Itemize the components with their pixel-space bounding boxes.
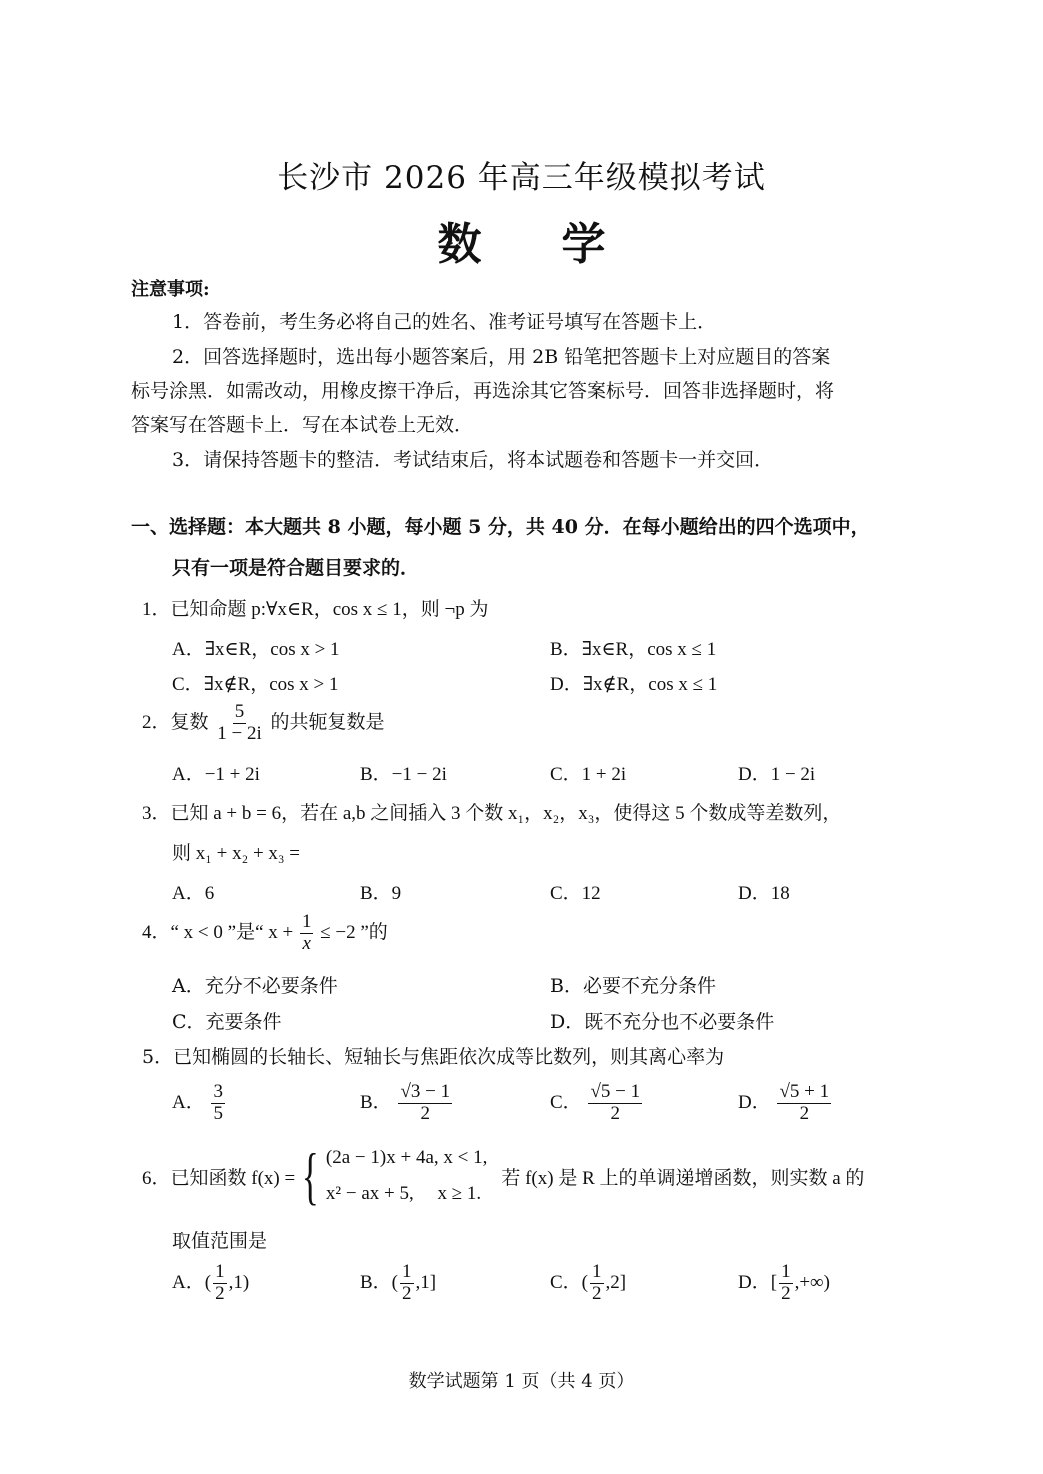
question-5-option-a-numerator: 3 — [213, 1081, 223, 1102]
question-6-option-d-denominator: 2 — [781, 1282, 791, 1304]
question-1-option-b: B．∃x∈R，cos x ≤ 1 — [550, 639, 717, 660]
question-4-option-b: B．必要不充分条件 — [550, 975, 716, 997]
question-5-option-c-denominator: 2 — [610, 1102, 621, 1124]
subject-title: 数学 — [437, 219, 686, 270]
page-footer: 数学试题第 1 页（共 4 页） — [408, 1371, 635, 1392]
question-1-option-c: C．∃x∉R，cos x > 1 — [172, 674, 339, 695]
question-3-option-b: B．9 — [360, 883, 402, 904]
question-6-option-a-numerator: 1 — [215, 1261, 225, 1282]
note-item-2-line-3: 答案写在答题卡上．写在本试卷上无效． — [131, 414, 474, 436]
question-6-option-a-label: A．( — [172, 1271, 212, 1293]
question-2-option-d: D．1 − 2i — [738, 764, 816, 785]
question-6-option-b-fraction — [400, 1262, 414, 1305]
question-6-case-1: (2a − 1)x + 4a, x < 1, — [325, 1147, 488, 1168]
question-5-option-a-label: A． — [172, 1091, 205, 1113]
note-item-3: 3．请保持答题卡的整洁．考试结束后，将本试题卷和答题卡一并交回． — [172, 449, 774, 471]
question-4-numerator: 1 — [301, 911, 312, 932]
question-5-option-c-fraction — [588, 1082, 642, 1125]
question-6-option-a — [172, 1262, 249, 1305]
question-4-fraction — [300, 912, 314, 955]
question-6-option-d-label: D．[ — [738, 1271, 778, 1293]
question-2-fraction — [215, 702, 264, 745]
question-2-prefix: 2．复数 — [142, 711, 209, 733]
question-5-option-b-fraction — [398, 1082, 452, 1125]
question-4-option-a: A．充分不必要条件 — [172, 975, 338, 997]
question-6-option-a-fraction — [213, 1262, 227, 1305]
question-5-option-a-denominator: 5 — [213, 1102, 223, 1124]
section-heading-line-2: 只有一项是符合题目要求的． — [172, 557, 420, 579]
left-brace-icon: { — [302, 1140, 320, 1211]
question-4-prefix: 4．“ x < 0 ”是“ x + — [142, 921, 294, 943]
question-1-option-d: D．∃x∉R，cos x ≤ 1 — [550, 674, 718, 695]
question-3-option-d: D．18 — [738, 883, 790, 904]
question-6-option-b-label: B．( — [360, 1271, 399, 1293]
question-6-option-c-tail: ,2] — [605, 1271, 627, 1293]
question-6-line-2: 取值范围是 — [172, 1230, 268, 1252]
question-5-option-b-denominator: 2 — [420, 1102, 431, 1124]
question-6-prefix: 6．已知函数 f(x) = — [142, 1167, 296, 1189]
note-item-1: 1．答卷前，考生务必将自己的姓名、准考证号填写在答题卡上． — [172, 311, 717, 333]
section-heading-line-1: 一、选择题：本大题共 8 小题，每小题 5 分，共 40 分．在每小题给出的四个选项中， — [131, 516, 870, 538]
question-1-stem: 1．已知命题 p:∀x∈R，cos x ≤ 1，则 ¬p 为 — [142, 599, 489, 620]
question-5-option-d-numerator: √5 + 1 — [779, 1081, 830, 1102]
question-5-stem: 5．已知椭圆的长轴长、短轴长与焦距依次成等比数列，则其离心率为 — [142, 1046, 725, 1068]
question-6-option-b-numerator: 1 — [402, 1261, 412, 1282]
question-5-option-c — [550, 1082, 644, 1125]
question-4-option-c: C．充要条件 — [172, 1011, 282, 1033]
question-4-suffix: ≤ −2 ”的 — [320, 921, 388, 943]
question-6-case-2: x² − ax + 5, x ≥ 1. — [325, 1183, 482, 1204]
question-6-option-b — [360, 1262, 436, 1305]
question-6-option-c — [550, 1262, 626, 1305]
question-6-piecewise — [326, 1140, 487, 1212]
question-6-option-c-denominator: 2 — [592, 1282, 602, 1304]
question-6-stem — [142, 1140, 864, 1212]
question-6-option-b-tail: ,1] — [415, 1271, 437, 1293]
question-5-option-a-fraction — [211, 1082, 225, 1125]
question-4-option-d: D．既不充分也不必要条件 — [550, 1011, 775, 1033]
notes-heading: 注意事项: — [131, 279, 210, 300]
question-5-option-d — [738, 1082, 833, 1125]
question-6-option-b-denominator: 2 — [402, 1282, 412, 1304]
question-5-option-d-fraction — [777, 1082, 831, 1125]
question-6-option-c-label: C．( — [550, 1271, 589, 1293]
question-4-denominator: x — [302, 932, 311, 954]
question-2-suffix: 的共轭复数是 — [270, 711, 385, 733]
question-5-option-b — [360, 1082, 454, 1125]
question-1-option-a: A．∃x∈R，cos x > 1 — [172, 639, 340, 660]
question-2-option-c: C．1 + 2i — [550, 764, 627, 785]
question-6-option-c-numerator: 1 — [592, 1261, 602, 1282]
question-5-option-d-label: D． — [738, 1091, 771, 1113]
note-item-2-line-2: 标号涂黑．如需改动，用橡皮擦干净后，再选涂其它答案标号．回答非选择题时，将 — [131, 380, 835, 402]
question-6-option-d — [738, 1262, 830, 1305]
question-2-option-a: A．−1 + 2i — [172, 764, 260, 785]
question-6-option-c-fraction — [590, 1262, 604, 1305]
question-5-option-c-label: C． — [550, 1091, 582, 1113]
question-5-option-d-denominator: 2 — [799, 1102, 810, 1124]
question-5-option-a — [172, 1082, 227, 1125]
question-6-option-d-numerator: 1 — [781, 1261, 791, 1282]
question-3-line-2: 则 x₁ + x₂ + x₃ = — [172, 843, 301, 864]
question-2-numerator: 5 — [234, 701, 245, 722]
question-6-option-a-denominator: 2 — [215, 1282, 225, 1304]
question-6-suffix: 若 f(x) 是 R 上的单调递增函数，则实数 a 的 — [501, 1167, 865, 1189]
question-6-option-a-tail: ,1) — [228, 1271, 250, 1293]
question-2-option-b: B．−1 − 2i — [360, 764, 447, 785]
question-5-option-b-numerator: √3 − 1 — [400, 1081, 451, 1102]
question-3-line-1: 3．已知 a + b = 6，若在 a,b 之间插入 3 个数 x₁，x₂，x₃，使得这 5 个数成等差数列， — [142, 803, 842, 824]
question-6-option-d-fraction — [779, 1262, 793, 1305]
question-5-option-b-label: B． — [360, 1091, 392, 1113]
question-3-option-c: C．12 — [550, 883, 601, 904]
exam-title: 长沙市 2026 年高三年级模拟考试 — [277, 160, 766, 196]
question-2-stem — [142, 702, 385, 745]
note-item-2-line-1: 2．回答选择题时，选出每小题答案后，用 2B 铅笔把答题卡上对应题目的答案 — [172, 346, 831, 368]
question-3-option-a: A．6 — [172, 883, 215, 904]
question-2-denominator: 1 − 2i — [217, 722, 262, 744]
question-5-option-c-numerator: √5 − 1 — [590, 1081, 641, 1102]
question-4-stem — [142, 912, 388, 955]
question-6-option-d-tail: ,+∞) — [794, 1271, 830, 1293]
